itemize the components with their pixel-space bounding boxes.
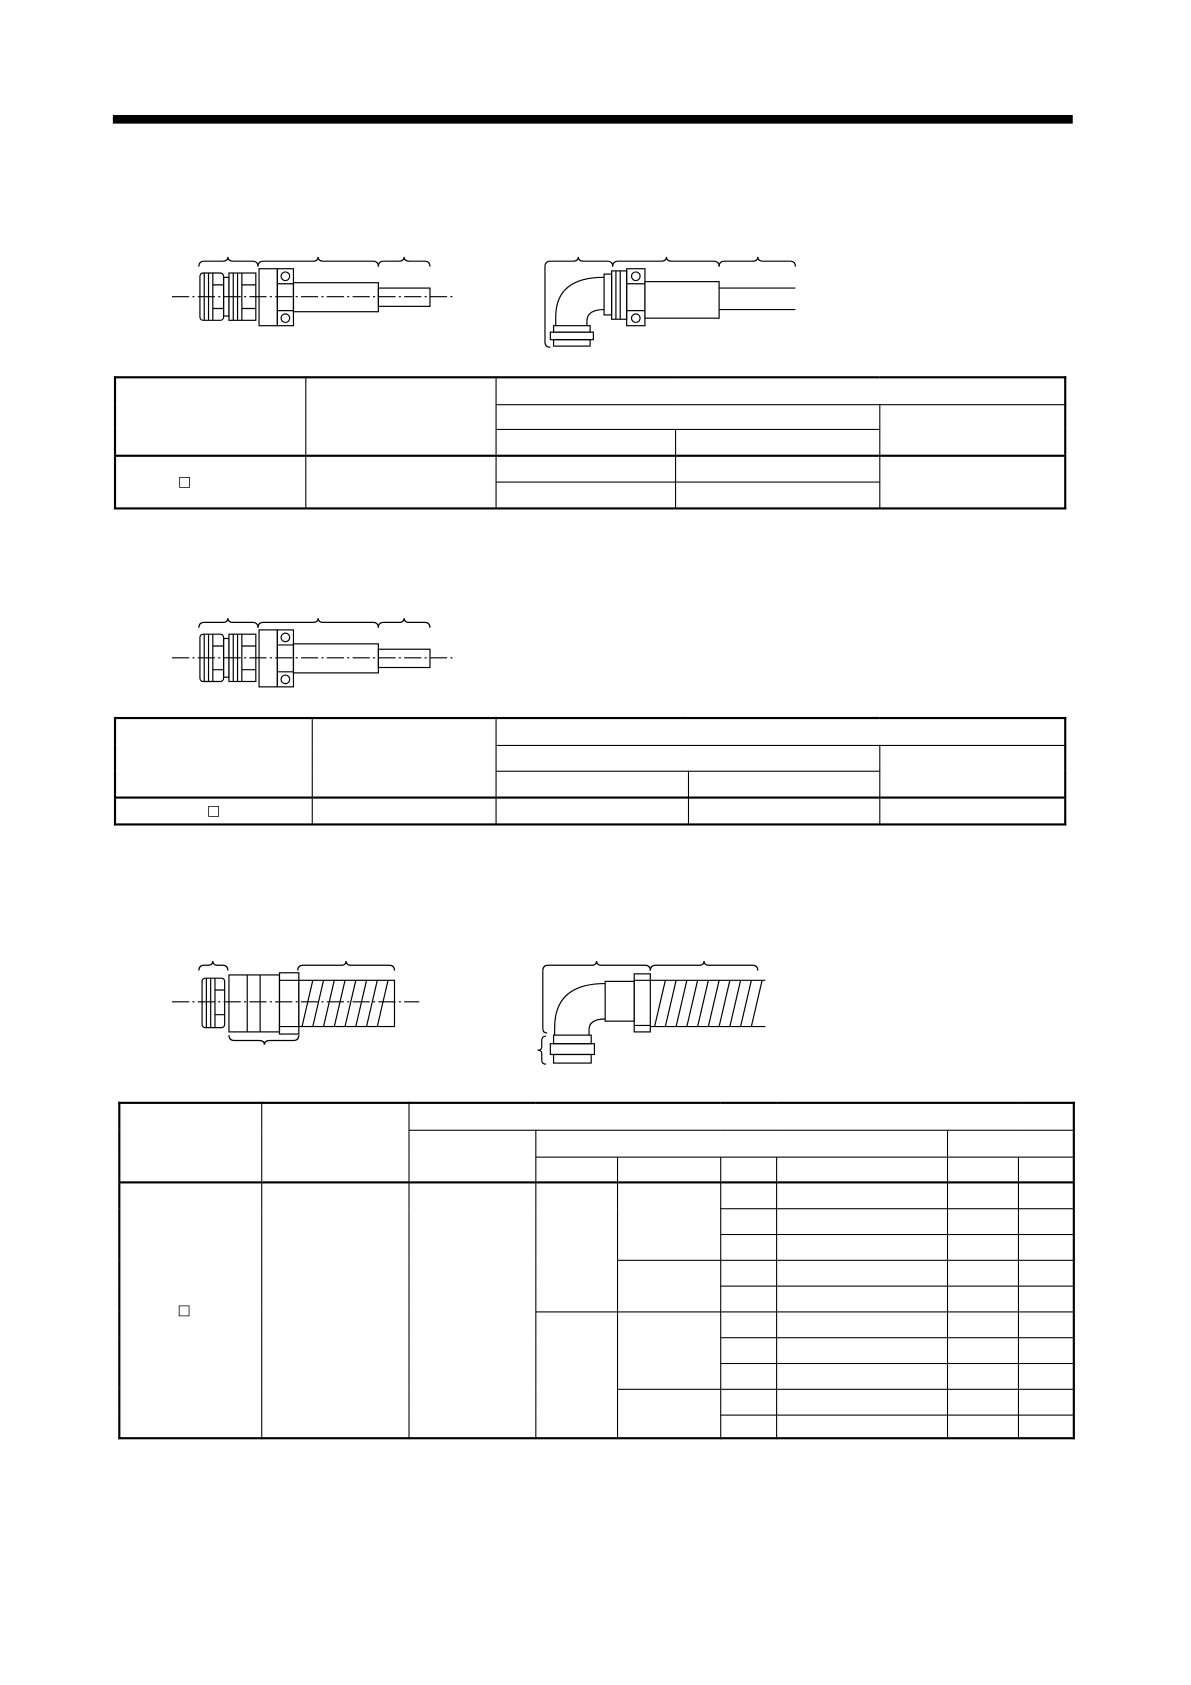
table-header-row [115, 718, 1065, 745]
header-cell [776, 1157, 947, 1183]
clamp-screw-icon [281, 314, 290, 323]
header-cell [947, 1157, 1018, 1183]
table-cell [776, 1389, 947, 1415]
table-cell [617, 1311, 720, 1388]
header-cell [496, 771, 688, 798]
conduit-hatching [302, 980, 388, 1026]
header-cell [496, 429, 676, 456]
dimension-brace [378, 257, 430, 267]
header-cell [617, 1157, 720, 1183]
straight-plug-drawing [172, 257, 454, 326]
table-cell [720, 1363, 776, 1389]
table-cell [879, 456, 1065, 509]
table-cell [947, 1182, 1018, 1208]
body-section-lines [247, 975, 260, 1032]
clamp-screw-icon [632, 272, 641, 281]
table-cell [1018, 1182, 1074, 1208]
table-cell [947, 1389, 1018, 1415]
table-cell [408, 1182, 535, 1438]
table-cell [675, 482, 879, 509]
header-cell [1018, 1157, 1074, 1183]
table-cell [947, 1363, 1018, 1389]
elbow-inner [589, 1019, 605, 1035]
dimension-brace [199, 257, 258, 267]
header-cell [305, 377, 495, 455]
header-cell [115, 377, 305, 455]
table-cell [1018, 1363, 1074, 1389]
angled-plug-drawing [545, 257, 795, 347]
elbow-outer [555, 984, 606, 1036]
table-cell [261, 1182, 408, 1438]
table-cell [947, 1311, 1018, 1337]
table-row [115, 456, 1065, 482]
dimension-brace [199, 618, 258, 628]
table-cell [675, 456, 879, 482]
nut-lines [279, 980, 298, 1026]
clamp-lines [627, 284, 645, 311]
header-cell [879, 404, 1065, 456]
conduit-hatching [655, 980, 762, 1026]
table-cell [688, 798, 879, 825]
table-cell [617, 1389, 720, 1438]
table-cell [535, 1182, 617, 1311]
header-cell [496, 745, 880, 771]
table-cell [720, 1337, 776, 1363]
table-cell [1018, 1415, 1074, 1439]
table-cell [1018, 1234, 1074, 1260]
table-header-row [119, 1103, 1074, 1130]
header-cell [720, 1157, 776, 1183]
table-cell [720, 1234, 776, 1260]
clamp-screw-icon [281, 675, 290, 684]
straight-plug-drawing-2 [172, 618, 454, 687]
table-cell [1018, 1337, 1074, 1363]
header-cell [312, 718, 496, 798]
header-cell [408, 1130, 535, 1183]
header-cell [675, 429, 879, 456]
table-cell [720, 1415, 776, 1439]
body-cell-col-1 [115, 456, 305, 509]
table-cell [305, 456, 495, 509]
coupling-nut [550, 332, 593, 340]
header-cell [535, 1157, 617, 1183]
clamp-screw-icon [632, 314, 641, 323]
cable [719, 288, 795, 309]
table-cell [312, 798, 496, 825]
connector-body [229, 975, 280, 1032]
table-cell [776, 1286, 947, 1312]
table-cell [1018, 1286, 1074, 1312]
header-cell [261, 1103, 408, 1183]
connector-body [605, 981, 634, 1021]
coupling-nut [554, 1054, 592, 1063]
knurl-lines [616, 271, 620, 319]
table-cell [496, 482, 676, 509]
body-cell-col-1 [115, 798, 312, 825]
table-cell [720, 1208, 776, 1234]
dimension-brace [298, 961, 395, 971]
knurled-ring [612, 271, 627, 319]
table-cell [720, 1389, 776, 1415]
cell-text: □ [207, 802, 221, 820]
table-cell [776, 1208, 947, 1234]
table-cell [720, 1311, 776, 1337]
cell-text: □ [177, 474, 192, 491]
dimension-line [543, 971, 547, 1033]
table-cell [947, 1337, 1018, 1363]
header-cell [879, 745, 1065, 798]
table-cell [776, 1260, 947, 1286]
elbow-outer [556, 277, 604, 325]
dimension-line [545, 267, 550, 348]
table-cell [947, 1208, 1018, 1234]
header-cell [947, 1130, 1074, 1157]
dimension-brace [545, 257, 613, 267]
nut-lines [634, 980, 650, 1025]
spec-table-2 [114, 717, 1066, 826]
table-row [119, 1182, 1074, 1208]
table-cell [879, 798, 1065, 825]
dimension-brace [613, 257, 719, 267]
hex-nut [279, 973, 298, 1034]
table-cell [776, 1311, 947, 1337]
header-cell [115, 718, 312, 798]
angled-conduit-connector-drawing [537, 961, 765, 1064]
table-cell [776, 1363, 947, 1389]
knurl-lines [206, 978, 224, 1027]
dimension-brace [650, 961, 757, 971]
header-cell [496, 377, 1066, 404]
cable-clamp [627, 269, 645, 326]
dimension-brace [378, 618, 430, 628]
dimension-brace [537, 1036, 546, 1064]
header-cell [688, 771, 879, 798]
clamp-screw-icon [281, 633, 290, 642]
clamp-screw-icon [281, 272, 290, 281]
table-cell [1018, 1389, 1074, 1415]
table-cell [776, 1234, 947, 1260]
table-cell [617, 1182, 720, 1259]
header-cell [119, 1103, 261, 1183]
table-cell [720, 1286, 776, 1312]
table-row [115, 798, 1065, 825]
table-cell [496, 798, 688, 825]
table-cell [776, 1182, 947, 1208]
table-cell [947, 1415, 1018, 1439]
dimension-brace [258, 618, 378, 628]
table-header-row [115, 377, 1065, 404]
elbow-inner [587, 310, 604, 326]
hex-nut [634, 974, 650, 1032]
table-cell [947, 1234, 1018, 1260]
spec-table-3 [118, 1102, 1075, 1440]
coupling-nut [550, 1044, 594, 1055]
spec-table-1 [114, 376, 1066, 509]
header-cell [535, 1130, 947, 1157]
table-cell [720, 1182, 776, 1208]
coupling-nut [554, 326, 591, 332]
header-cell [496, 404, 880, 429]
coupling-ring [604, 274, 612, 315]
coupling-nut [554, 1035, 592, 1044]
table-cell [1018, 1260, 1074, 1286]
straight-conduit-connector-drawing [172, 961, 419, 1045]
coupling-ring [202, 978, 225, 1027]
dimension-brace [258, 257, 378, 267]
cell-text: □ [177, 1302, 191, 1319]
table-cell [947, 1286, 1018, 1312]
table-cell [776, 1415, 947, 1439]
table-cell [617, 1260, 720, 1312]
table-cell [720, 1260, 776, 1286]
dimension-brace [229, 1035, 299, 1045]
header-cell [496, 718, 1066, 745]
table-cell [535, 1311, 617, 1438]
dimension-brace [199, 961, 228, 971]
table-cell [496, 456, 676, 482]
header-cell [408, 1103, 1073, 1130]
table-cell [947, 1260, 1018, 1286]
plug-body [645, 282, 719, 319]
table-cell [776, 1337, 947, 1363]
table-cell [1018, 1208, 1074, 1234]
body-cell-col-1 [119, 1182, 261, 1438]
table-cell [1018, 1311, 1074, 1337]
coupling-nut [554, 340, 591, 346]
dimension-brace [543, 961, 650, 971]
dimension-brace [719, 257, 795, 267]
